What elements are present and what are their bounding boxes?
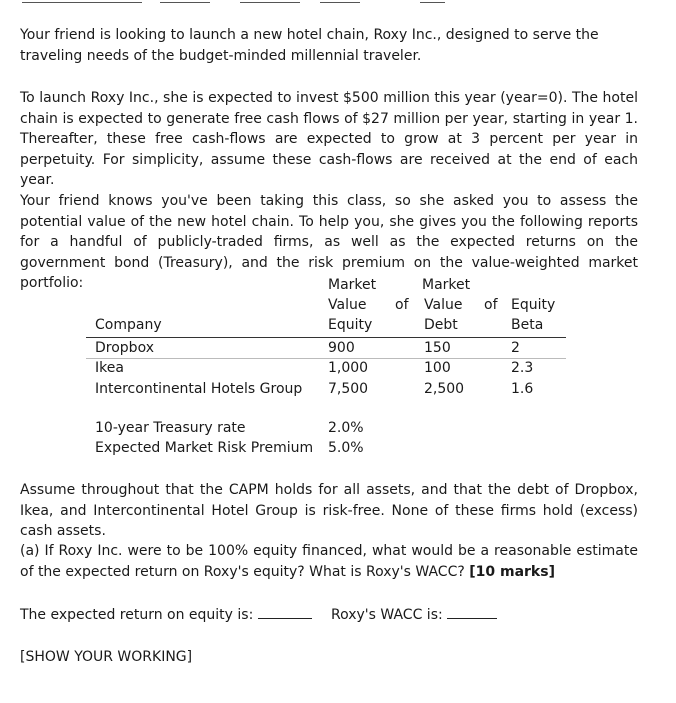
header-of-2: of [484,297,498,313]
row-beta: 1.6 [511,381,534,397]
header-rule [86,337,566,338]
header-company: Company [95,317,162,333]
row-company: Dropbox [95,340,154,356]
question-a [20,541,638,582]
intro-paragraph: Your friend is looking to launch a new hotel chain, Roxy Inc., designed to serve the traveling needs of the budget-minded millennial traveler. [20,27,599,64]
header-of-1: of [395,297,409,313]
header-equity-line2: Value [328,297,367,313]
row-company: Intercontinental Hotels Group [95,381,303,397]
header-debt-line3: Debt [424,317,458,333]
row-beta: 2 [511,340,520,356]
wacc-answer-label: Roxy's WACC is: [331,607,443,623]
question-a-marks: [10 marks] [469,563,555,580]
rate-value: 5.0% [328,440,364,456]
row-equity: 7,500 [328,381,369,397]
equity-answer-blank[interactable] [258,604,312,619]
row-beta: 2.3 [511,360,534,376]
request-paragraph: Your friend knows you've been taking this class, so she asked you to assess the potential value of the new hotel chain. To help you, she gives you the following reports for a handful of publicly-traded firms, as well as the expected returns on the government bond (Treasury), and the risk premium on the value-weighted market portfolio: [20,193,638,291]
row-debt: 2,500 [424,381,465,397]
assumption-paragraph: Assume throughout that the CAPM holds for all assets, and that the debt of Dropbox, Ikea, and Intercontinental Hotel Group is risk-free. None of these firms hold (excess) cash assets. [20,482,638,539]
wacc-answer-blank[interactable] [447,604,497,619]
header-debt-line1: Market [422,277,471,293]
rate-label: Expected Market Risk Premium [95,440,314,456]
header-equity-line1: Market [328,277,377,293]
rate-value: 2.0% [328,420,364,436]
row-equity: 900 [328,340,355,356]
show-working-note: [SHOW YOUR WORKING] [20,649,193,665]
header-beta-line1: Equity [511,297,556,313]
row-divider [86,358,566,359]
clipped-previous-line [0,0,676,6]
equity-answer-label: The expected return on equity is: [20,607,254,623]
row-debt: 100 [424,360,451,376]
row-company: Ikea [95,360,124,376]
wacc-answer-line [331,604,497,626]
question-a-text: (a) If Roxy Inc. were to be 100% equity financed, what would be a reasonable estimate of the expected return on Roxy's equity? What is Roxy's WACC? [20,543,638,580]
header-beta-line2: Beta [511,317,544,333]
row-equity: 1,000 [328,360,369,376]
row-debt: 150 [424,340,451,356]
equity-answer-line [20,604,312,626]
investment-paragraph: To launch Roxy Inc., she is expected to invest $500 million this year (year=0). The hotel chain is expected to generate free cash flows of $27 million per year, starting in year 1. Thereafter, these free cash-flows are expected to grow at 3 percent per year in perpetuity. For simplicity, assume these cash-flows are received at the end of each year. [20,90,638,188]
rate-label: 10-year Treasury rate [95,420,246,436]
header-debt-line2: Value [424,297,463,313]
header-equity-line3: Equity [328,317,373,333]
